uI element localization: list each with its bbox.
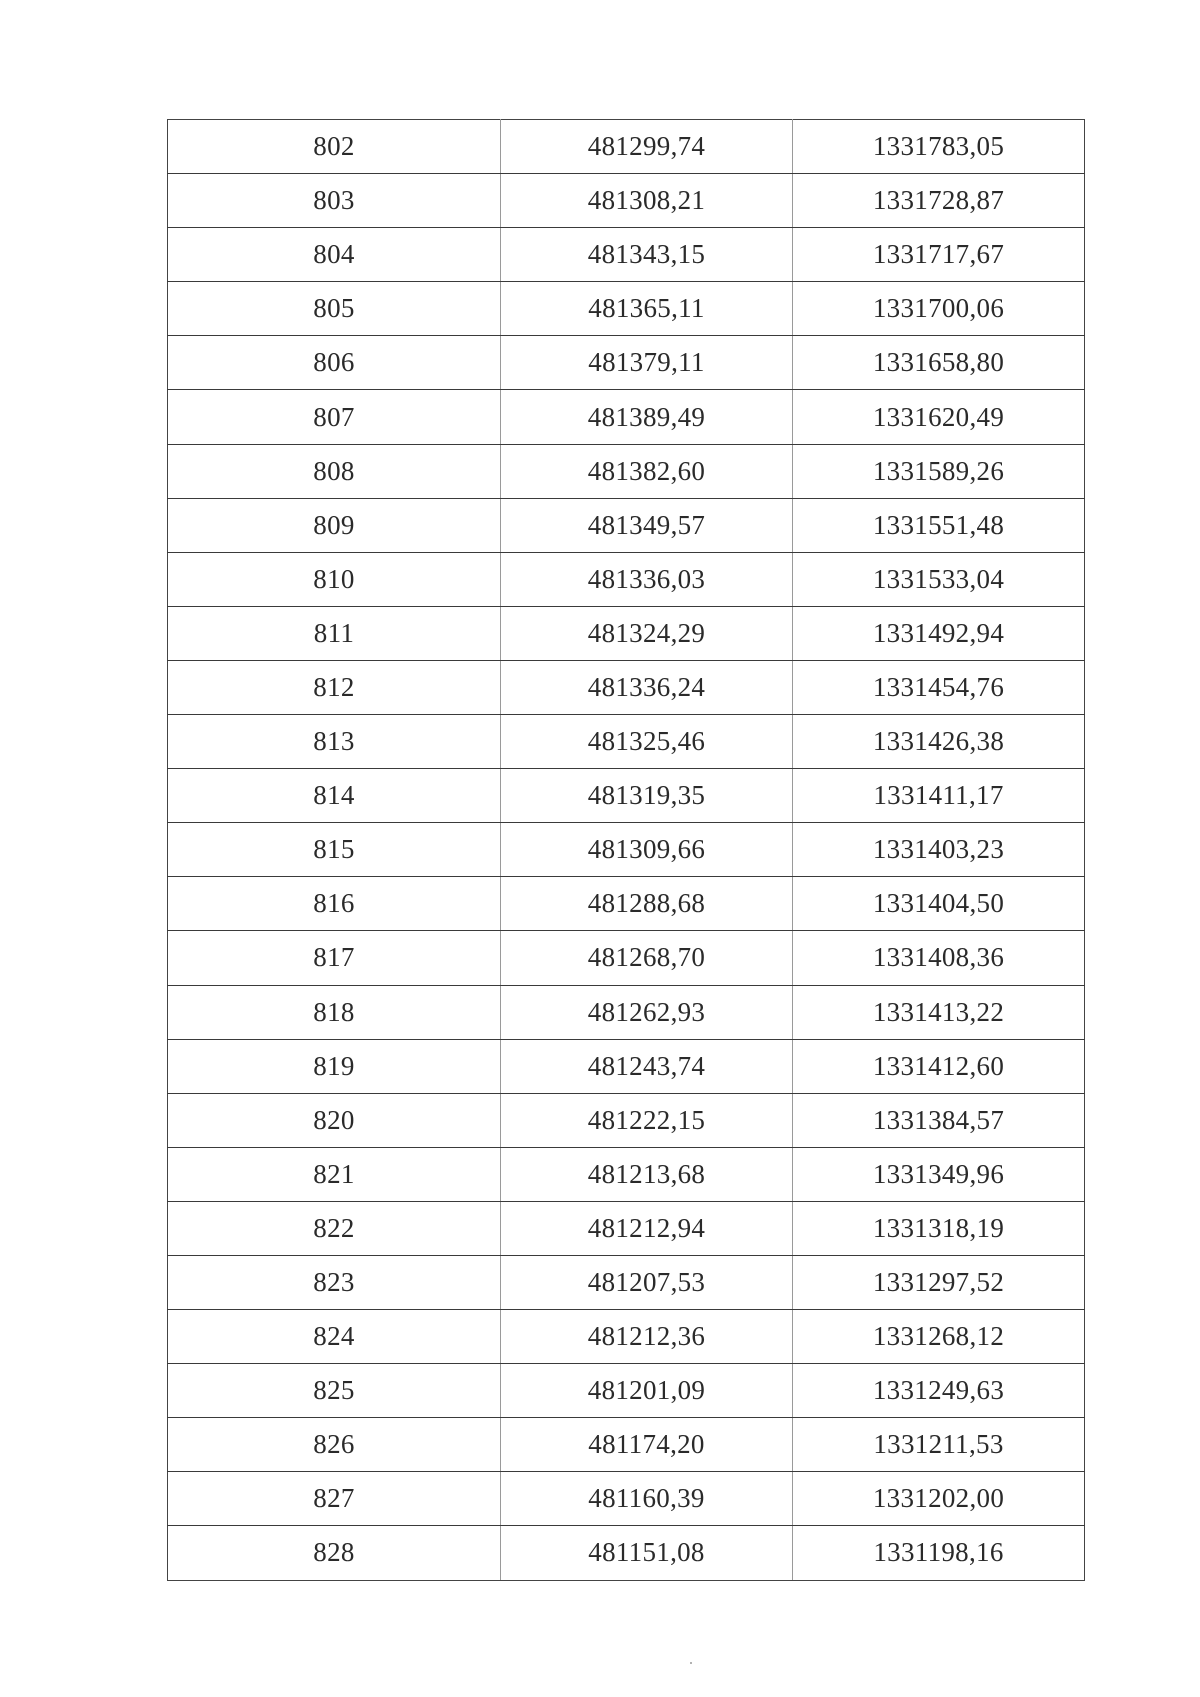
- point-number-cell: 802: [168, 120, 501, 174]
- point-number-cell: 810: [168, 552, 501, 606]
- y-coordinate-cell: 1331411,17: [793, 769, 1085, 823]
- table-row: [168, 985, 1085, 1039]
- x-coordinate-cell: 481336,03: [501, 552, 793, 606]
- y-coordinate-cell: 1331426,38: [793, 715, 1085, 769]
- x-coordinate-cell: 481268,70: [501, 931, 793, 985]
- point-number-cell: 824: [168, 1310, 501, 1364]
- table-row: [168, 282, 1085, 336]
- scan-speck: [690, 1662, 692, 1664]
- table-row: [168, 228, 1085, 282]
- y-coordinate-cell: 1331717,67: [793, 228, 1085, 282]
- y-coordinate-cell: 1331412,60: [793, 1039, 1085, 1093]
- x-coordinate-cell: 481382,60: [501, 444, 793, 498]
- table-row: [168, 823, 1085, 877]
- y-coordinate-cell: 1331551,48: [793, 498, 1085, 552]
- point-number-cell: 817: [168, 931, 501, 985]
- table-row: [168, 1418, 1085, 1472]
- point-number-cell: 804: [168, 228, 501, 282]
- x-coordinate-cell: 481365,11: [501, 282, 793, 336]
- table-row: [168, 1255, 1085, 1309]
- table-row: [168, 1472, 1085, 1526]
- table-row: [168, 1364, 1085, 1418]
- y-coordinate-cell: 1331249,63: [793, 1364, 1085, 1418]
- point-number-cell: 809: [168, 498, 501, 552]
- y-coordinate-cell: 1331413,22: [793, 985, 1085, 1039]
- coordinates-table: [167, 119, 1085, 1581]
- point-number-cell: 827: [168, 1472, 501, 1526]
- x-coordinate-cell: 481389,49: [501, 390, 793, 444]
- x-coordinate-cell: 481349,57: [501, 498, 793, 552]
- point-number-cell: 825: [168, 1364, 501, 1418]
- y-coordinate-cell: 1331318,19: [793, 1201, 1085, 1255]
- y-coordinate-cell: 1331533,04: [793, 552, 1085, 606]
- y-coordinate-cell: 1331620,49: [793, 390, 1085, 444]
- table-row: [168, 606, 1085, 660]
- x-coordinate-cell: 481151,08: [501, 1526, 793, 1580]
- y-coordinate-cell: 1331408,36: [793, 931, 1085, 985]
- y-coordinate-cell: 1331658,80: [793, 336, 1085, 390]
- point-number-cell: 805: [168, 282, 501, 336]
- table-row: [168, 336, 1085, 390]
- table-row: [168, 660, 1085, 714]
- point-number-cell: 814: [168, 769, 501, 823]
- x-coordinate-cell: 481336,24: [501, 660, 793, 714]
- x-coordinate-cell: 481174,20: [501, 1418, 793, 1472]
- y-coordinate-cell: 1331783,05: [793, 120, 1085, 174]
- table-row: [168, 769, 1085, 823]
- point-number-cell: 820: [168, 1093, 501, 1147]
- y-coordinate-cell: 1331589,26: [793, 444, 1085, 498]
- y-coordinate-cell: 1331454,76: [793, 660, 1085, 714]
- y-coordinate-cell: 1331384,57: [793, 1093, 1085, 1147]
- table-row: [168, 390, 1085, 444]
- x-coordinate-cell: 481324,29: [501, 606, 793, 660]
- y-coordinate-cell: 1331211,53: [793, 1418, 1085, 1472]
- table-row: [168, 1093, 1085, 1147]
- point-number-cell: 815: [168, 823, 501, 877]
- table-row: [168, 552, 1085, 606]
- y-coordinate-cell: 1331728,87: [793, 174, 1085, 228]
- table-row: [168, 1147, 1085, 1201]
- x-coordinate-cell: 481212,94: [501, 1201, 793, 1255]
- point-number-cell: 812: [168, 660, 501, 714]
- x-coordinate-cell: 481212,36: [501, 1310, 793, 1364]
- x-coordinate-cell: 481343,15: [501, 228, 793, 282]
- y-coordinate-cell: 1331404,50: [793, 877, 1085, 931]
- table-row: [168, 444, 1085, 498]
- x-coordinate-cell: 481262,93: [501, 985, 793, 1039]
- y-coordinate-cell: 1331198,16: [793, 1526, 1085, 1580]
- point-number-cell: 828: [168, 1526, 501, 1580]
- point-number-cell: 811: [168, 606, 501, 660]
- table-row: [168, 1201, 1085, 1255]
- table-row: [168, 877, 1085, 931]
- table-row: [168, 715, 1085, 769]
- y-coordinate-cell: 1331403,23: [793, 823, 1085, 877]
- y-coordinate-cell: 1331700,06: [793, 282, 1085, 336]
- x-coordinate-cell: 481308,21: [501, 174, 793, 228]
- table-row: [168, 1526, 1085, 1580]
- point-number-cell: 806: [168, 336, 501, 390]
- point-number-cell: 826: [168, 1418, 501, 1472]
- x-coordinate-cell: 481201,09: [501, 1364, 793, 1418]
- x-coordinate-cell: 481243,74: [501, 1039, 793, 1093]
- point-number-cell: 823: [168, 1255, 501, 1309]
- table-row: [168, 1039, 1085, 1093]
- x-coordinate-cell: 481319,35: [501, 769, 793, 823]
- point-number-cell: 819: [168, 1039, 501, 1093]
- y-coordinate-cell: 1331492,94: [793, 606, 1085, 660]
- table-row: [168, 120, 1085, 174]
- y-coordinate-cell: 1331297,52: [793, 1255, 1085, 1309]
- x-coordinate-cell: 481379,11: [501, 336, 793, 390]
- point-number-cell: 808: [168, 444, 501, 498]
- point-number-cell: 807: [168, 390, 501, 444]
- coordinates-table-body: [168, 120, 1085, 1581]
- point-number-cell: 813: [168, 715, 501, 769]
- y-coordinate-cell: 1331202,00: [793, 1472, 1085, 1526]
- point-number-cell: 803: [168, 174, 501, 228]
- table-row: [168, 931, 1085, 985]
- x-coordinate-cell: 481160,39: [501, 1472, 793, 1526]
- x-coordinate-cell: 481299,74: [501, 120, 793, 174]
- x-coordinate-cell: 481207,53: [501, 1255, 793, 1309]
- table-row: [168, 498, 1085, 552]
- table-row: [168, 174, 1085, 228]
- point-number-cell: 821: [168, 1147, 501, 1201]
- x-coordinate-cell: 481288,68: [501, 877, 793, 931]
- x-coordinate-cell: 481213,68: [501, 1147, 793, 1201]
- x-coordinate-cell: 481325,46: [501, 715, 793, 769]
- y-coordinate-cell: 1331349,96: [793, 1147, 1085, 1201]
- x-coordinate-cell: 481222,15: [501, 1093, 793, 1147]
- point-number-cell: 822: [168, 1201, 501, 1255]
- x-coordinate-cell: 481309,66: [501, 823, 793, 877]
- y-coordinate-cell: 1331268,12: [793, 1310, 1085, 1364]
- point-number-cell: 818: [168, 985, 501, 1039]
- table-row: [168, 1310, 1085, 1364]
- point-number-cell: 816: [168, 877, 501, 931]
